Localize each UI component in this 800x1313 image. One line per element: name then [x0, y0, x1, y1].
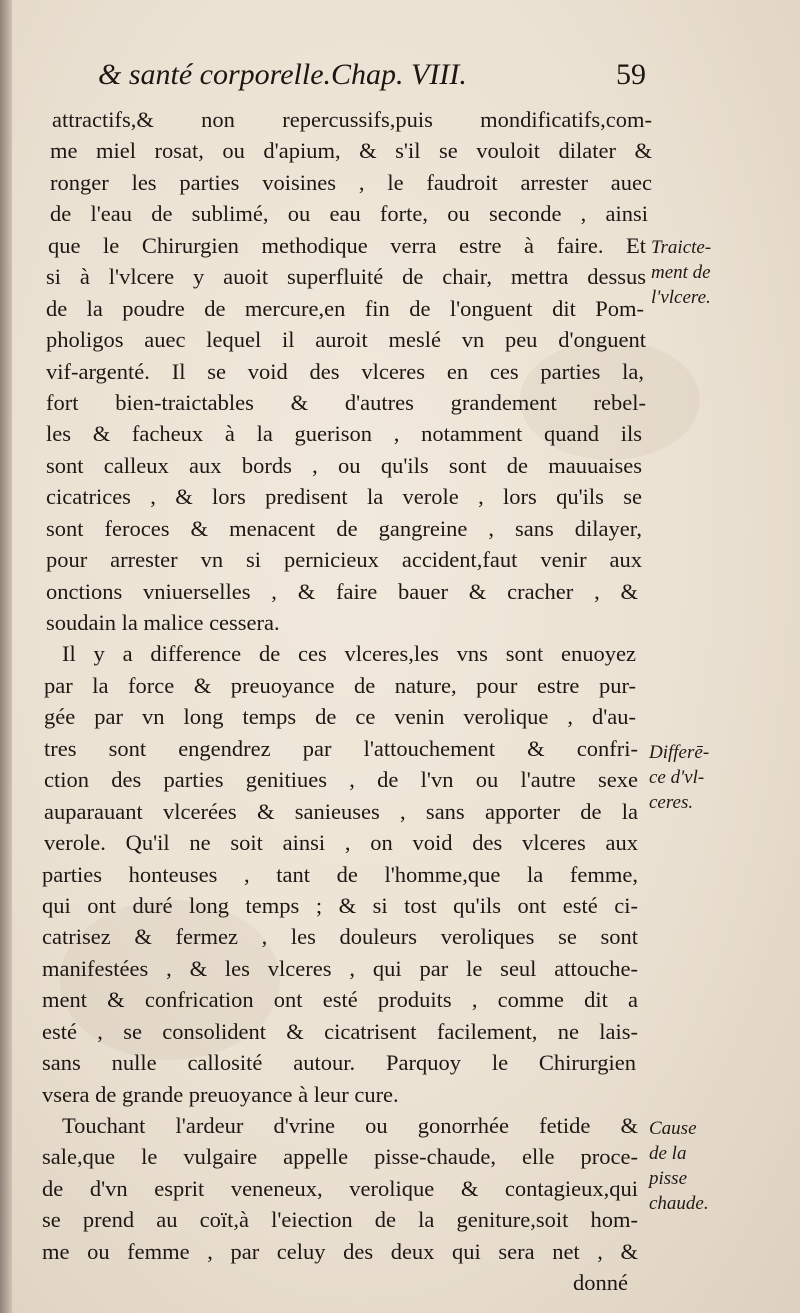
- text-line: vif-argenté. Il se void des vlceres en ces parties la,: [46, 358, 644, 384]
- text-line: qui ont duré long temps ; & si tost qu'ils ont esté ci-: [42, 892, 638, 918]
- text-line: si à l'vlcere y auoit superfluité de chair, mettra dessus: [46, 264, 646, 290]
- text-line: sont feroces & menacent de gangreine , sans dilayer,: [46, 515, 642, 541]
- text-line: attractifs,& non repercussifs,puis mondificatifs,com-: [52, 107, 652, 132]
- running-head: & santé corporelle.Chap. VIII.: [98, 58, 467, 91]
- text-line: de d'vn esprit veneneux, verolique & contagieux,qui: [42, 1175, 638, 1201]
- text-line: pour arrester vn si pernicieux accident,faut venir aux: [46, 547, 642, 573]
- text-line: verole. Qu'il ne soit ainsi , on void des vlceres aux: [44, 830, 638, 856]
- marginal-note-line: pisse: [649, 1168, 687, 1189]
- text-line: onctions vniuerselles , & faire bauer & cracher , &: [46, 578, 638, 604]
- page-gutter-shadow: [0, 0, 12, 1313]
- text-line: de la poudre de mercure,en fin de l'onguent dit Pom-: [46, 295, 644, 321]
- marginal-note: [649, 740, 709, 815]
- text-line: me ou femme , par celuy des deux qui sera net , &: [42, 1238, 638, 1264]
- page-number: 59: [616, 58, 646, 91]
- text-line: ment & confrication ont esté produits , comme dit a: [42, 987, 638, 1013]
- marginal-note-line: l'vlcere.: [651, 287, 711, 308]
- text-line: ronger les parties voisines , le faudroit arrester auec: [50, 169, 652, 195]
- text-line: parties honteuses , tant de l'homme,que la femme,: [42, 861, 638, 887]
- marginal-note-line: ce d'vl-: [649, 767, 705, 788]
- text-line: catrisez & fermez , les douleurs veroliques se sont: [42, 924, 638, 950]
- text-line: tres sont engendrez par l'attouchement & confri-: [44, 735, 638, 761]
- marginal-note-line: chaude.: [649, 1193, 709, 1214]
- text-line: que le Chirurgien methodique verra estre à faire. Et: [48, 232, 646, 258]
- text-line: sans nulle callosité autour. Parquoy le Chirurgien: [42, 1050, 636, 1076]
- text-line: vsera de grande preuoyance à leur cure.: [42, 1081, 399, 1107]
- text-line: se prend au coït,à l'eiection de la geniture,soit hom-: [42, 1207, 638, 1233]
- marginal-note-line: de la: [649, 1143, 687, 1164]
- marginal-note-line: ment de: [651, 262, 711, 283]
- text-line: de l'eau de sublimé, ou eau forte, ou seconde , ainsi: [50, 201, 648, 227]
- marginal-note: [649, 1116, 709, 1216]
- text-line: esté , se consolident & cicatrisent facilement, ne lais-: [42, 1018, 638, 1044]
- text-line: Il y a difference de ces vlceres,les vns sont enuoyez: [62, 641, 636, 667]
- text-line: sale,que le vulgaire appelle pisse-chaude, elle proce-: [42, 1144, 638, 1170]
- text-line: les & facheux à la guerison , notamment quand ils: [46, 421, 642, 447]
- text-line: cicatrices , & lors predisent la verole , lors qu'ils se: [46, 484, 642, 510]
- marginal-note-line: Cause: [649, 1118, 697, 1139]
- text-line: soudain la malice cessera.: [46, 610, 280, 635]
- marginal-note: [651, 235, 711, 310]
- body-text: [42, 104, 652, 1299]
- marginal-note-line: Differē-: [649, 742, 710, 763]
- page-header: [98, 58, 658, 102]
- text-line: pholigos auec lequel il auroit meslé vn peu d'onguent: [46, 327, 646, 353]
- text-line: ction des parties genitiues , de l'vn ou l'autre sexe: [44, 767, 638, 793]
- text-line: auparauant vlcerées & sanieuses , sans apporter de la: [44, 798, 638, 824]
- text-line: Touchant l'ardeur d'vrine ou gonorrhée fetide &: [62, 1113, 638, 1138]
- text-line: fort bien-traictables & d'autres grandement rebel-: [46, 389, 646, 415]
- text-line: me miel rosat, ou d'apium, & s'il se vouloit dilater &: [50, 138, 652, 164]
- marginal-note-line: ceres.: [649, 792, 694, 813]
- catchword: donné: [573, 1270, 628, 1296]
- text-line: gée par vn long temps de ce venin verolique , d'au-: [44, 704, 636, 730]
- text-line: sont calleux aux bords , ou qu'ils sont de mauuaises: [46, 452, 642, 478]
- marginal-note-line: Traicte-: [651, 237, 712, 258]
- text-line: manifestées , & les vlceres , qui par le seul attouche-: [42, 955, 638, 981]
- text-line: par la force & preuoyance de nature, pour estre pur-: [44, 672, 636, 698]
